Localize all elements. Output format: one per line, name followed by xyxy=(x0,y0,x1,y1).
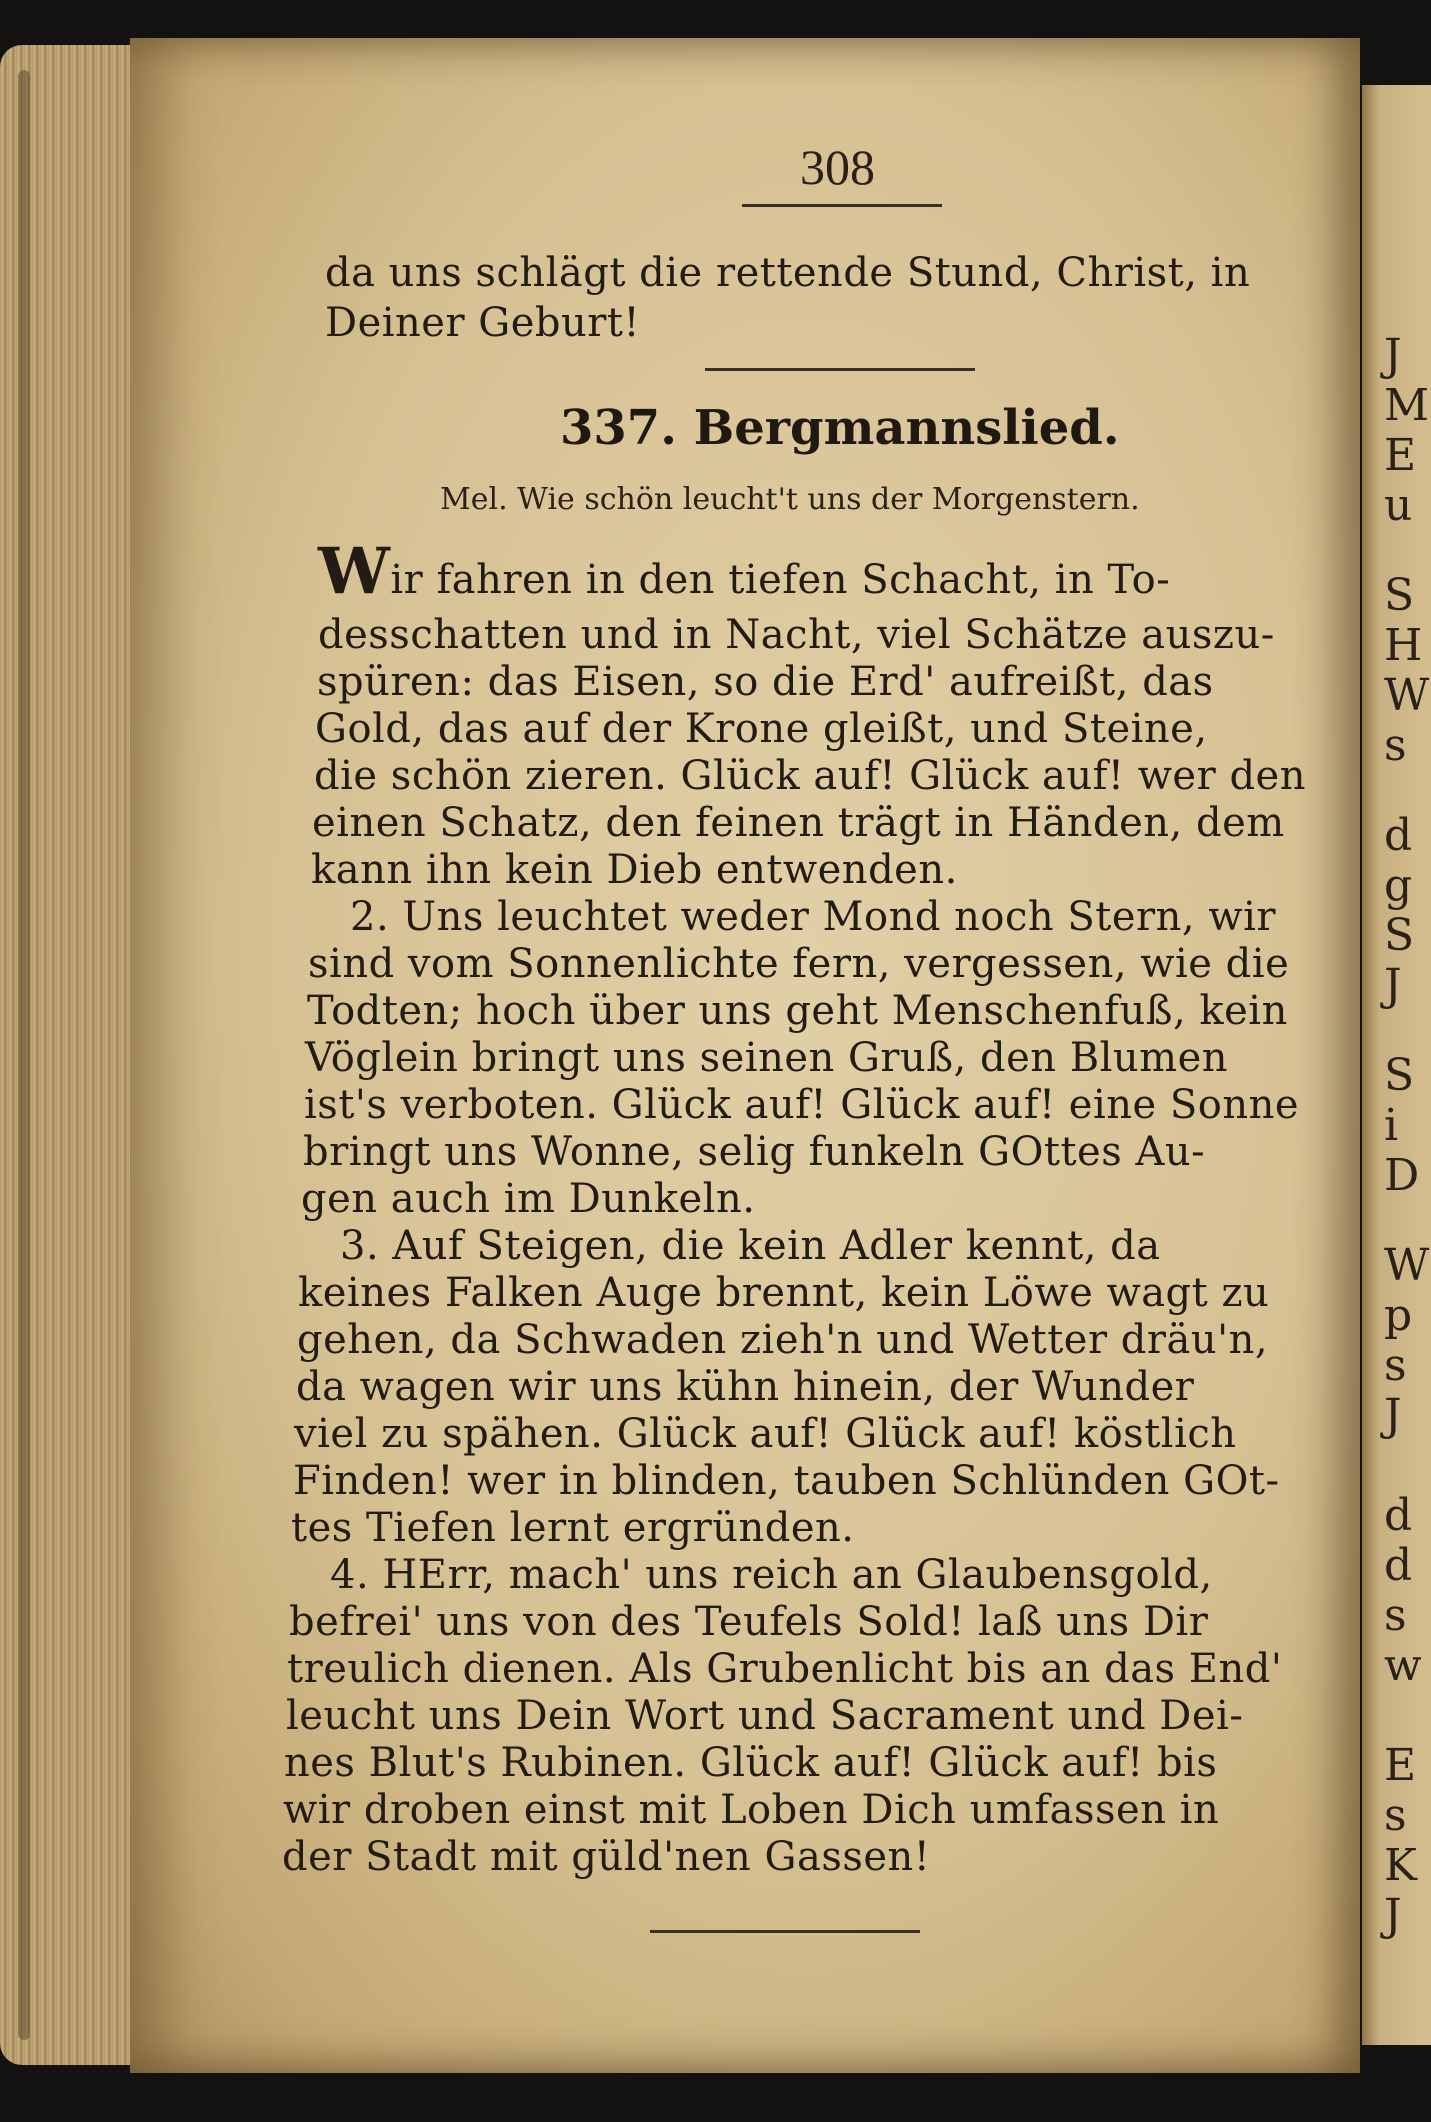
first-line-text: ir fahren in den tiefen Schacht, in To- xyxy=(390,557,1171,603)
hymn-line: 3. Auf Steigen, die kein Adler kennt, da xyxy=(340,1223,1161,1269)
hymn-line: treulich dienen. Als Grubenlicht bis an das End' xyxy=(287,1646,1283,1692)
next-page-fragment: p xyxy=(1384,1290,1413,1341)
page-number-rule xyxy=(742,204,942,207)
hymn-line: desschatten und in Nacht, viel Schätze auszu- xyxy=(318,612,1275,658)
next-page-fragment: s xyxy=(1384,1590,1407,1641)
hymn-line: befrei' uns von des Teufels Sold! laß uns Dir xyxy=(289,1599,1209,1645)
next-page-fragment: w xyxy=(1384,1640,1422,1691)
next-page-fragment: H xyxy=(1384,620,1423,671)
hymn-line: gen auch im Dunkeln. xyxy=(301,1176,756,1222)
hymn-line: tes Tiefen lernt ergründen. xyxy=(291,1505,855,1551)
hymn-line: kann ihn kein Dieb entwenden. xyxy=(311,847,958,893)
hymn-line: ist's verboten. Glück auf! Glück auf! eine Sonne xyxy=(304,1082,1300,1128)
hymn-line: gehen, da Schwaden zieh'n und Wetter dräu'n, xyxy=(297,1317,1269,1363)
hymn-line: der Stadt mit güld'nen Gassen! xyxy=(282,1834,931,1880)
next-page-fragment: g xyxy=(1384,860,1413,911)
continuation-line-1: da uns schlägt die rettende Stund, Christ, in xyxy=(325,250,1251,296)
next-page-fragment: i xyxy=(1384,1100,1399,1151)
next-page-fragment: J xyxy=(1384,1390,1402,1441)
next-page-fragment: S xyxy=(1384,910,1415,961)
next-page-fragment: W xyxy=(1384,1240,1430,1291)
hymn-line: da wagen wir uns kühn hinein, der Wunder xyxy=(296,1364,1195,1410)
hymn-line: leucht uns Dein Wort und Sacrament und Dei- xyxy=(286,1693,1244,1739)
next-page-fragment: D xyxy=(1384,1150,1420,1201)
continuation-line-2: Deiner Geburt! xyxy=(325,300,641,346)
hymn-line: wir droben einst mit Loben Dich umfassen in xyxy=(283,1787,1220,1833)
next-page-fragment: s xyxy=(1384,1340,1407,1391)
hymn-line: spüren: das Eisen, so die Erd' aufreißt, das xyxy=(317,659,1214,705)
next-page-fragment: K xyxy=(1384,1840,1417,1891)
hymn-line: viel zu spähen. Glück auf! Glück auf! köstlich xyxy=(294,1411,1237,1457)
hymn-line: 2. Uns leuchtet weder Mond noch Stern, wir xyxy=(350,894,1276,940)
hymn-title: 337. Bergmannslied. xyxy=(560,400,1120,456)
hymn-line: nes Blut's Rubinen. Glück auf! Glück auf! bis xyxy=(284,1740,1218,1786)
hymn-line: Todten; hoch über uns geht Menschenfuß, kein xyxy=(307,988,1288,1034)
next-page-fragment: u xyxy=(1384,480,1413,531)
next-page-fragment: S xyxy=(1384,1050,1415,1101)
next-page-fragment: d xyxy=(1384,1540,1413,1591)
melody-line: Mel. Wie schön leucht't uns der Morgenstern. xyxy=(440,482,1140,517)
next-page-fragment: s xyxy=(1384,720,1407,771)
hymn-line: Vöglein bringt uns seinen Gruß, den Blumen xyxy=(305,1035,1229,1081)
hymn-line: keines Falken Auge brennt, kein Löwe wagt zu xyxy=(298,1270,1270,1316)
next-page-fragment: S xyxy=(1384,570,1415,621)
hymn-line: sind vom Sonnenlichte fern, vergessen, wie die xyxy=(308,941,1290,987)
next-page-fragment: J xyxy=(1384,960,1402,1011)
hymn-line: 4. HErr, mach' uns reich an Glaubensgold, xyxy=(330,1552,1213,1598)
next-page-fragment: s xyxy=(1384,1790,1407,1841)
drop-cap: W xyxy=(318,534,391,609)
section-divider xyxy=(705,368,975,371)
next-page-fragment: d xyxy=(1384,810,1413,861)
next-page-fragment: M xyxy=(1384,380,1430,431)
next-page-fragment: E xyxy=(1384,1740,1417,1791)
next-page-fragment: E xyxy=(1384,430,1417,481)
hymn-line: die schön zieren. Glück auf! Glück auf! wer den xyxy=(314,753,1306,799)
next-page-edge xyxy=(1362,85,1431,2045)
next-page-fragment: d xyxy=(1384,1490,1413,1541)
next-page-fragment: W xyxy=(1384,670,1430,721)
next-page-fragment: J xyxy=(1384,1890,1402,1941)
hymn-line: Finden! wer in blinden, tauben Schlünden GOt- xyxy=(293,1458,1280,1504)
end-divider xyxy=(650,1930,920,1933)
hymn-first-line xyxy=(318,534,1171,609)
hymn-line: Gold, das auf der Krone gleißt, und Steine, xyxy=(315,706,1208,752)
next-page-fragment: J xyxy=(1384,330,1402,381)
page-number: 308 xyxy=(800,139,875,195)
hymn-line: bringt uns Wonne, selig funkeln GOttes Au- xyxy=(303,1129,1206,1175)
hymn-line: einen Schatz, den feinen trägt in Händen, dem xyxy=(312,800,1285,846)
